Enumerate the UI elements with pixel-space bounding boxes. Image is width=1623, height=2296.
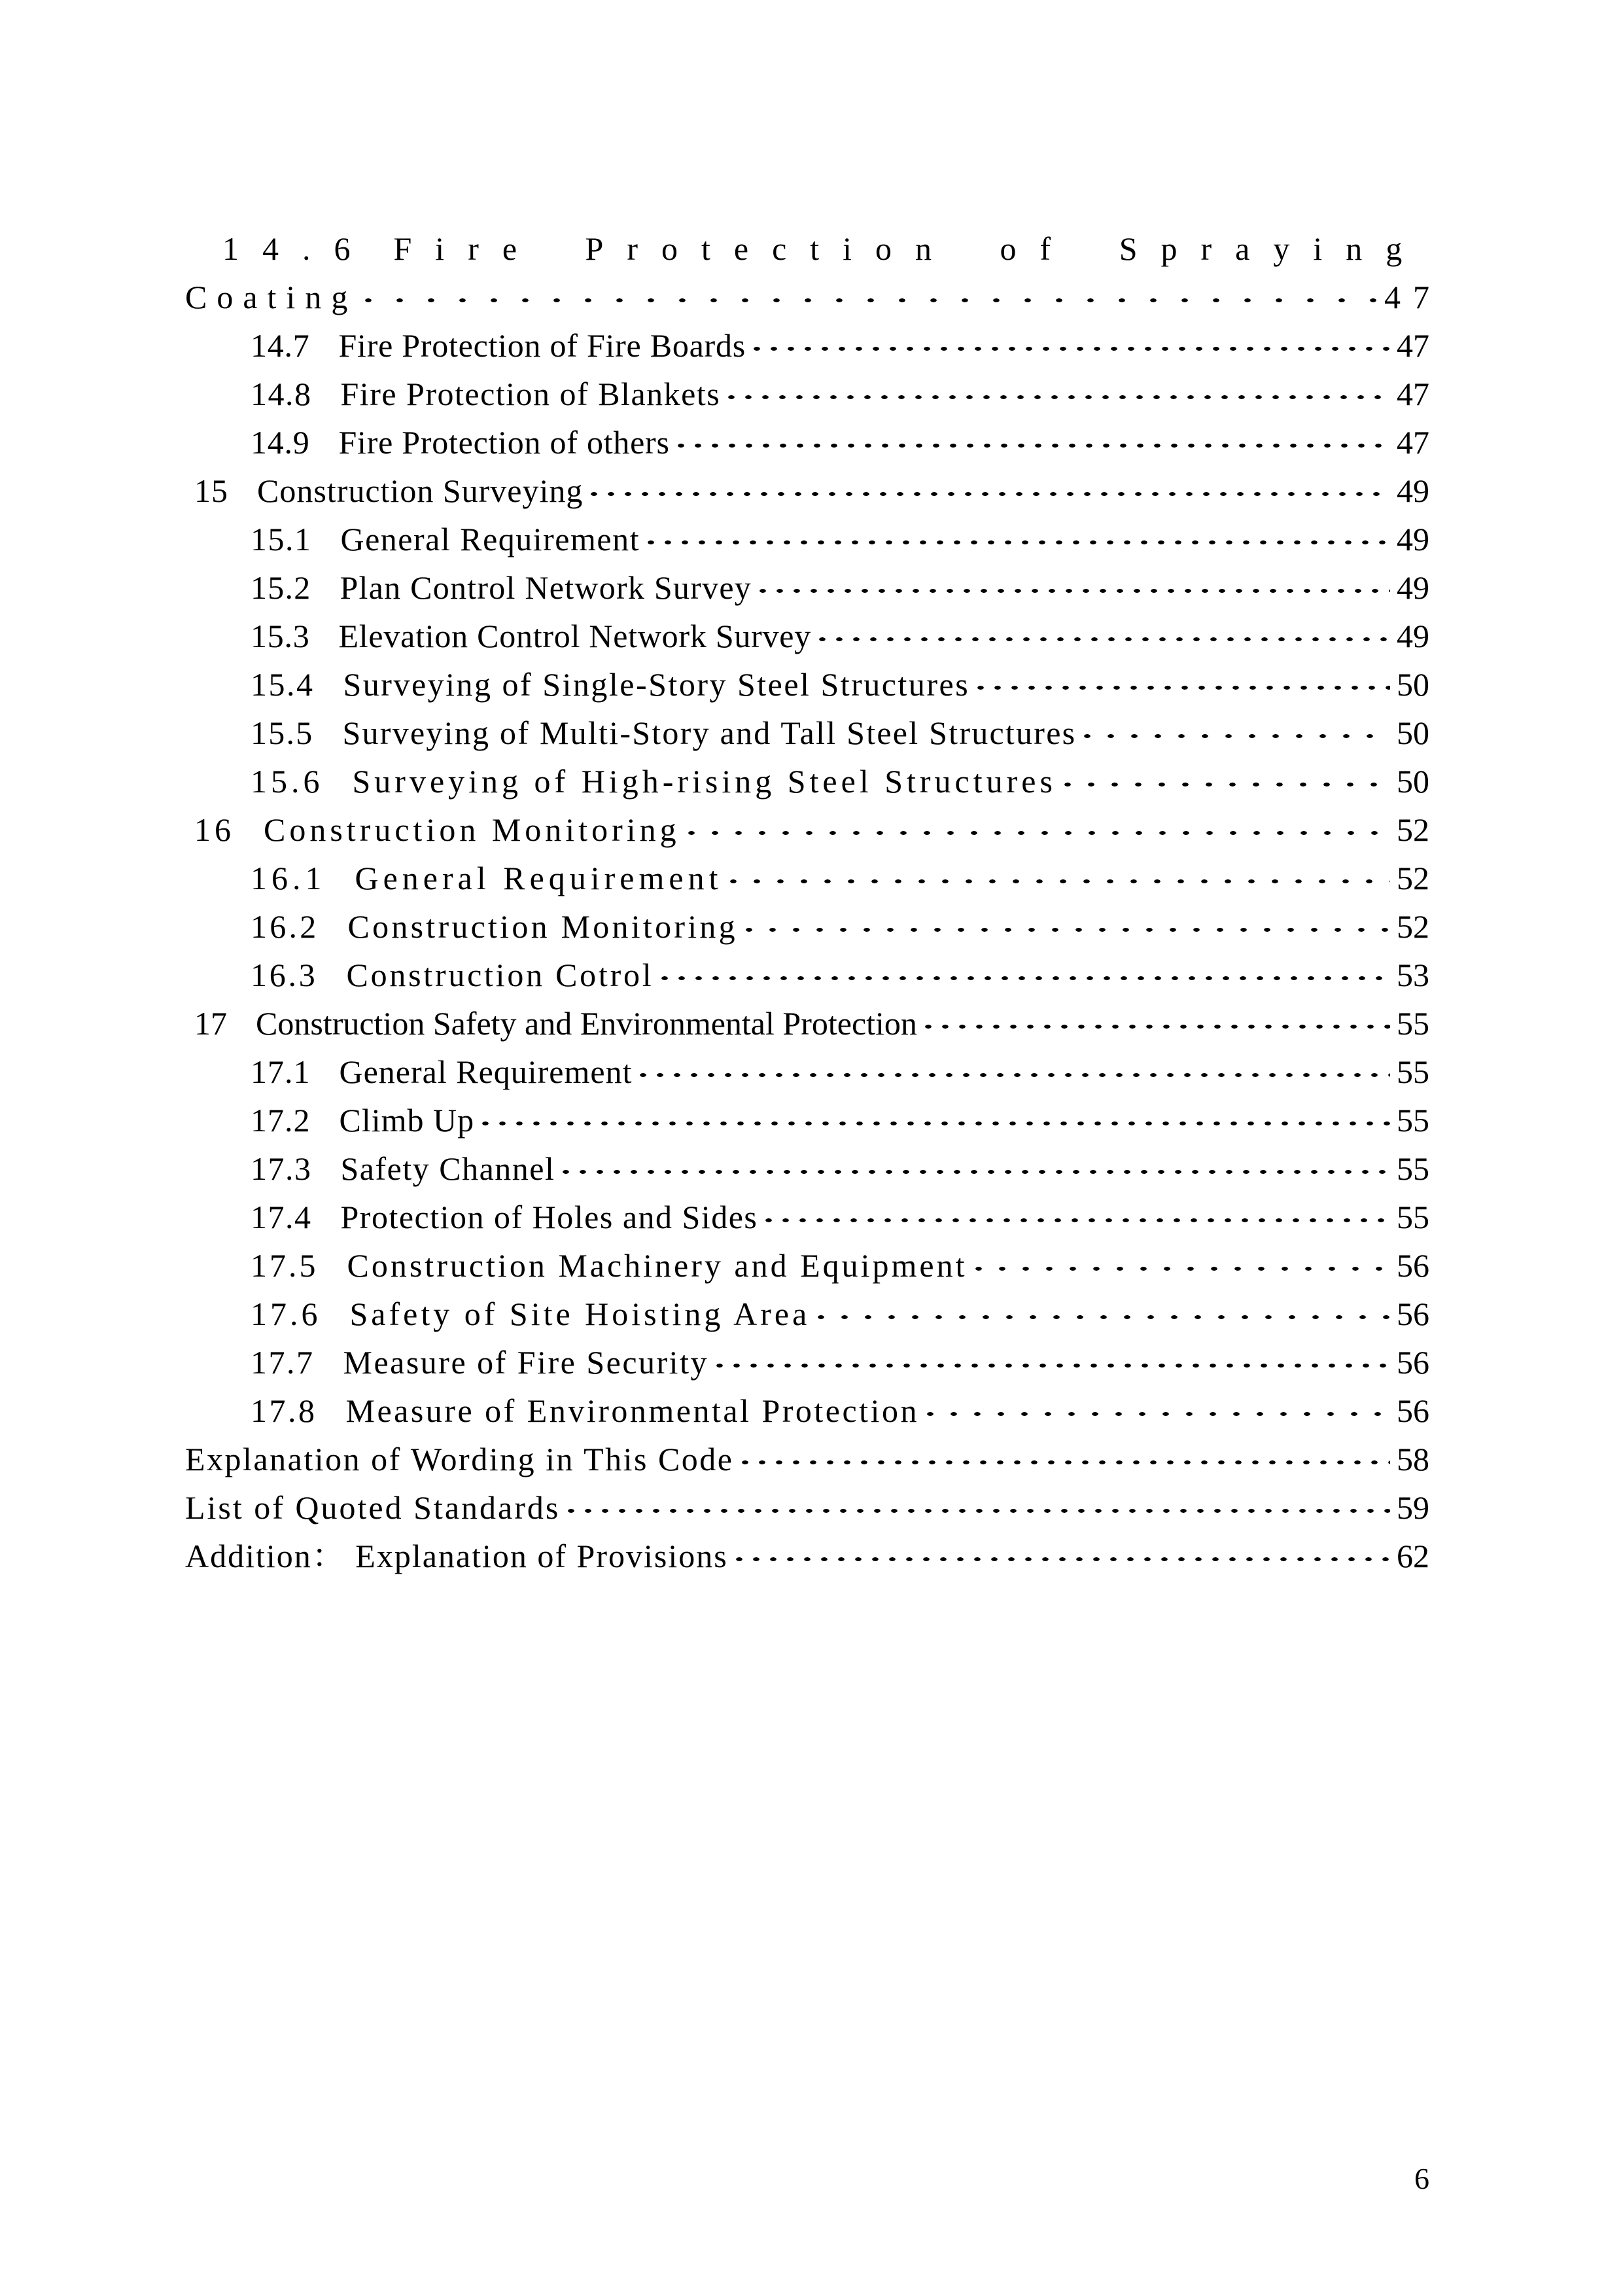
toc-entry-number: 14.6 [222, 230, 374, 267]
toc-entry [185, 467, 1429, 515]
toc-entry [185, 370, 1429, 418]
toc-entry [185, 1096, 1429, 1144]
toc-entry-title: Surveying of Multi-Story and Tall Steel Structures [342, 715, 1077, 751]
toc-entry [185, 1290, 1429, 1338]
toc-entry-page: 53 [1397, 957, 1429, 993]
toc-entry-title: Surveying of High-rising Steel Structures [352, 763, 1056, 800]
toc-entry-number: 15.4 [251, 666, 315, 703]
toc-entry-number: 14.9 [251, 424, 310, 461]
toc-entry-title: Construction Surveying [257, 472, 584, 509]
toc-entry [185, 1532, 1429, 1580]
toc-entry-title: Explanation of Wording in This Code [185, 1441, 734, 1477]
toc-entry-page: 56 [1397, 1247, 1429, 1284]
toc-entry-title: Construction Machinery and Equipment [347, 1247, 968, 1284]
toc-entry-number: 17.6 [251, 1296, 321, 1332]
page-footer [1414, 2155, 1429, 2203]
toc-dot-leader [640, 1072, 1390, 1078]
toc-entry [185, 273, 1442, 321]
toc-entry-page: 56 [1397, 1344, 1429, 1381]
toc-entry-number: 16.2 [251, 908, 319, 945]
toc-entry-number: 16.3 [251, 957, 318, 993]
toc-dot-leader [730, 879, 1390, 884]
toc-entry-title: Fire Protection of Blankets [340, 376, 721, 412]
toc-entry-number: 15 [194, 472, 228, 509]
toc-entry-page: 58 [1397, 1441, 1429, 1477]
toc-entry-number: 17.5 [251, 1247, 319, 1284]
toc-entry-title: General Requirement [339, 1053, 633, 1090]
toc-entry-number: 15.2 [251, 569, 311, 606]
toc-dot-leader [759, 588, 1390, 593]
toc-entry [185, 1193, 1429, 1241]
toc-entry-title: Fire Protection of others [338, 424, 670, 461]
toc-entry-number: 15.3 [251, 618, 310, 654]
toc-entry-number: 15.6 [251, 763, 324, 800]
toc-entry-title: General Requirement [340, 521, 640, 557]
toc-entry-title: Climb Up [339, 1102, 475, 1139]
toc-entry-number: 17.1 [251, 1053, 311, 1090]
toc-entry [185, 805, 1429, 854]
toc-dot-leader [746, 927, 1390, 932]
toc-dot-leader [716, 1363, 1390, 1368]
toc-dot-leader [742, 1460, 1390, 1465]
toc-entry-number: 17 [194, 1005, 227, 1042]
toc-entry-page: 47 [1384, 279, 1442, 315]
toc-entry [185, 1241, 1429, 1290]
toc-entry-number: 14.8 [251, 376, 312, 412]
toc-entry-page: 50 [1397, 763, 1429, 800]
toc-entry [185, 1144, 1429, 1193]
toc-entry-number: 17.3 [251, 1150, 312, 1187]
toc-entry-title: Construction Monitoring [347, 908, 738, 945]
toc-entry-page: 52 [1397, 908, 1429, 945]
toc-entry-page: 49 [1397, 472, 1429, 509]
toc-entry-number: 17.7 [251, 1344, 315, 1381]
toc-entry [185, 709, 1429, 757]
toc-dot-leader [977, 685, 1390, 690]
toc-entry-title: Safety Channel [340, 1150, 555, 1187]
toc-dot-leader [678, 443, 1390, 448]
toc [185, 224, 1442, 1580]
toc-dot-leader [818, 1315, 1390, 1320]
toc-entry-number: 16 [194, 811, 235, 848]
toc-dot-leader [765, 1218, 1390, 1223]
toc-entry-page: 50 [1397, 666, 1429, 703]
toc-entry-number: 14.7 [251, 327, 310, 364]
toc-dot-leader [563, 1169, 1390, 1174]
toc-entry-page: 52 [1397, 860, 1429, 896]
toc-entry [185, 999, 1429, 1048]
toc-entry-title: Construction Cotrol [346, 957, 654, 993]
toc-entry-number: 15.1 [251, 521, 312, 557]
toc-entry [185, 224, 1429, 273]
toc-dot-leader [365, 298, 1378, 303]
toc-entry [185, 1386, 1429, 1435]
toc-entry-title: Protection of Holes and Sides [340, 1199, 758, 1235]
toc-entry-page: 55 [1397, 1005, 1429, 1042]
toc-dot-leader [482, 1121, 1390, 1126]
toc-entry-page: 47 [1397, 327, 1429, 364]
toc-entry-page: 56 [1397, 1296, 1429, 1332]
toc-entry-page: 56 [1397, 1392, 1429, 1429]
toc-entry-page: 55 [1397, 1053, 1429, 1090]
toc-entry-title: Elevation Control Network Survey [338, 618, 811, 654]
toc-entry [185, 902, 1429, 951]
toc-entry [185, 1435, 1429, 1483]
toc-dot-leader [927, 1411, 1390, 1417]
toc-entry-title: Fire Protection of Spraying [393, 230, 1426, 267]
toc-dot-leader [925, 1024, 1390, 1029]
toc-entry-page: 47 [1397, 376, 1429, 412]
toc-entry [185, 854, 1429, 902]
toc-dot-leader [568, 1508, 1390, 1513]
toc-entry [185, 515, 1429, 563]
toc-entry [185, 1483, 1429, 1532]
toc-dot-leader [661, 976, 1390, 981]
toc-entry-page: 52 [1397, 811, 1429, 848]
toc-entry-title: Measure of Environmental Protection [345, 1392, 919, 1429]
toc-entry [185, 951, 1429, 999]
toc-dot-leader [975, 1266, 1390, 1271]
toc-entry-title: Safety of Site Hoisting Area [349, 1296, 811, 1332]
toc-entry-number: 15.5 [251, 715, 314, 751]
toc-entry-page: 49 [1397, 521, 1429, 557]
toc-entry-page: 50 [1397, 715, 1429, 751]
toc-entry-number: 17.2 [251, 1102, 311, 1139]
toc-entry [185, 660, 1429, 709]
toc-entry-title: Construction Monitoring [264, 811, 680, 848]
toc-entry-title: Surveying of Single-Story Steel Structures [343, 666, 970, 703]
toc-dot-leader [1064, 782, 1390, 787]
toc-entry [185, 1048, 1429, 1096]
toc-entry-title: Measure of Fire Security [343, 1344, 708, 1381]
toc-entry [185, 1338, 1429, 1386]
toc-dot-leader [591, 491, 1390, 497]
toc-dot-leader [688, 830, 1390, 836]
toc-entry-number: 17.4 [251, 1199, 312, 1235]
toc-dot-leader [819, 637, 1390, 642]
toc-entry-page: 55 [1397, 1102, 1429, 1139]
toc-entry-page: 47 [1397, 424, 1429, 461]
toc-dot-leader [648, 540, 1390, 545]
toc-entry-page: 55 [1397, 1150, 1429, 1187]
toc-entry-number: 17.8 [251, 1392, 317, 1429]
toc-entry-page: 49 [1397, 618, 1429, 654]
toc-entry-title: Fire Protection of Fire Boards [338, 327, 746, 364]
toc-dot-leader [736, 1557, 1390, 1562]
toc-entry-title: List of Quoted Standards [185, 1489, 561, 1526]
page-number: 6 [1414, 2162, 1429, 2195]
toc-entry [185, 563, 1429, 612]
toc-entry-title: Construction Safety and Environmental Protection [256, 1005, 917, 1042]
toc-entry-title: General Requirement [355, 860, 723, 896]
toc-entry-number: 16.1 [251, 860, 326, 896]
toc-entry-title: Coating [185, 279, 358, 315]
toc-entry-page: 62 [1397, 1538, 1429, 1574]
toc-entry [185, 757, 1429, 805]
toc-dot-leader [728, 395, 1390, 400]
toc-entry-page: 49 [1397, 569, 1429, 606]
toc-dot-leader [1084, 733, 1390, 739]
toc-entry-page: 55 [1397, 1199, 1429, 1235]
toc-entry-title: Plan Control Network Survey [340, 569, 752, 606]
toc-dot-leader [754, 346, 1390, 351]
toc-entry-page: 59 [1397, 1489, 1429, 1526]
toc-entry [185, 612, 1429, 660]
toc-entry [185, 418, 1429, 467]
toc-entry [185, 321, 1429, 370]
toc-entry-title: Addition： Explanation of Provisions [185, 1538, 728, 1574]
